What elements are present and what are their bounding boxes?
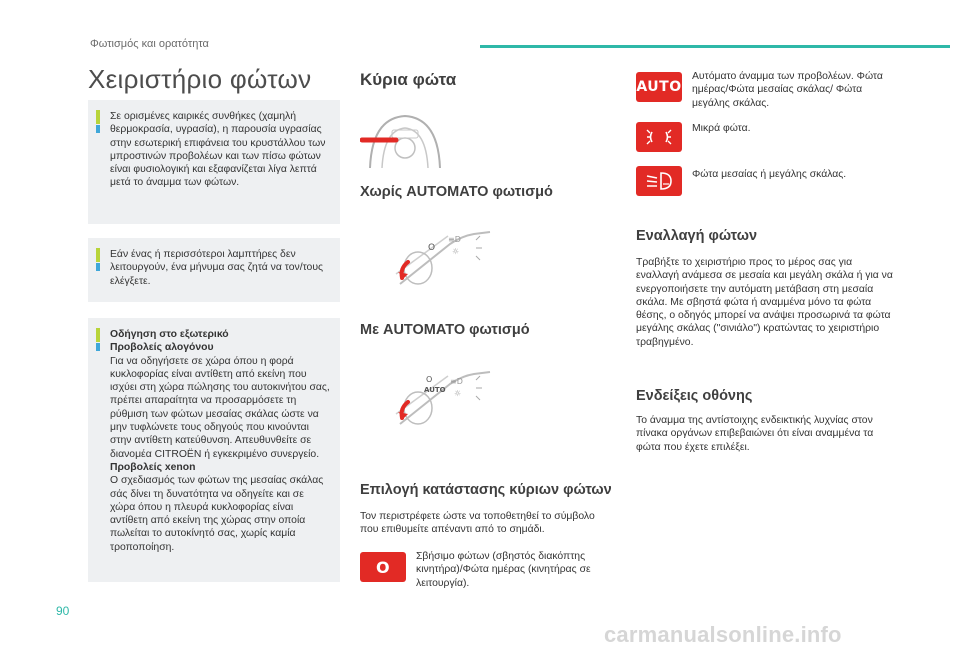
display-indicators-text: Το άναμμα της αντίστοιχης ενδεικτικής λυχνίας στον πίνακα οργάνων επιβεβαιώνει ότι είναι αναμμένα τα φώτα που έχετε επιλέξει. bbox=[636, 415, 874, 453]
info-text: Εάν ένας ή περισσότεροι λαμπτήρες δεν λειτουργούν, ένα μήνυμα σας ζητά να τον/τους ελέγξετε. bbox=[110, 249, 324, 287]
stalk-off-label: O bbox=[428, 243, 436, 253]
dipped-beam-symbol-icon bbox=[645, 170, 673, 192]
stalk-illustration-no-auto bbox=[390, 222, 510, 294]
info-heading: Προβολείς xenon bbox=[110, 461, 196, 473]
display-indicators-heading: Ενδείξεις οθόνης bbox=[636, 388, 753, 404]
sidelight-symbol-icon: ☼ bbox=[454, 389, 462, 398]
stalk-off-label: O bbox=[426, 375, 433, 384]
info-text: Σε ορισμένες καιρικές συνθήκες (χαμηλή θερμοκρασία, υγρασία), η παρουσία υγρασίας στην εσωτερική επιφάνεια του κρυστάλλου των μπροστινών προβολέων και των πίσω φώτων είναι φυσιολογική και εξαφανίζεται λίγα λεπτά μετά το άναμμα των φώτων. bbox=[110, 111, 326, 189]
info-marker-icon bbox=[96, 110, 100, 124]
info-marker-icon bbox=[96, 248, 100, 262]
header-rule bbox=[480, 45, 950, 48]
auto-lighting-icon bbox=[636, 72, 682, 102]
info-text: Ο σχεδιασμός των φώτων της μεσαίας σκάλας σάς δίνει τη δυνατότητα να οδηγείτε και σε χώρα όπου η πλευρά κυκλοφορίας είναι αντίθετη από εκείνη της χώρας στην οποία πωλείται το αυτοκίνητό σας, χωρίς καμία τροποποίηση. bbox=[110, 475, 324, 553]
without-auto-heading: Χωρίς AUTOMATO φωτισμό bbox=[360, 184, 553, 200]
dipped-beam-text: Φώτα μεσαίας ή μεγάλης σκάλας. bbox=[692, 169, 847, 180]
info-heading: Προβολείς αλογόνου bbox=[110, 342, 214, 354]
sidelights-icon bbox=[636, 122, 682, 152]
info-text: Για να οδηγήσετε σε χώρα όπου η φορά κυκλοφορίας είναι αντίθετη από εκείνη που ισχύει στη χώρα πώλησης του αυτοκινήτου σας, πρέπει απαραίτητα να προσαρμόσετε τη ρύθμιση των φώτων μεσαίας σκάλας ώστε να μην τυφλώνετε τους οδηγούς που κινούνται στην αντίθετη κατεύθυνση. Απευθυνθείτε σε διανομέα CITROËN ή εγκεκριμένο συνεργείο. bbox=[110, 355, 330, 460]
lights-switch-heading: Εναλλαγή φώτων bbox=[636, 228, 758, 244]
auto-lighting-text: Αυτόματο άναμμα των προβολέων. Φώτα ημέρας/Φώτα μεσαίας σκάλας/ Φώτα μεγάλης σκάλας. bbox=[692, 71, 883, 109]
info-heading: Οδήγηση στο εξωτερικό bbox=[110, 329, 229, 340]
with-auto-heading: Με AUTOMATO φωτισμό bbox=[360, 322, 530, 338]
info-marker-icon bbox=[96, 125, 100, 133]
info-box-condensation bbox=[88, 100, 340, 224]
off-position-icon bbox=[360, 552, 406, 582]
off-icon-label: O bbox=[375, 557, 391, 577]
steering-wheel-illustration bbox=[360, 110, 450, 172]
info-marker-icon bbox=[96, 328, 100, 342]
main-lights-heading: Κύρια φώτα bbox=[360, 70, 457, 89]
beam-symbol-icon: ≡D bbox=[450, 377, 463, 386]
beam-symbol-icon: ≡D bbox=[448, 235, 461, 244]
mode-selection-text: Τον περιστρέφετε ώστε να τοποθετηθεί το σύμβολο που επιθυμείτε απέναντι από το σημάδι. bbox=[360, 511, 595, 536]
sidelights-symbol-icon bbox=[646, 126, 672, 148]
mode-selection-heading: Επιλογή κατάστασης κύριων φώτων bbox=[360, 482, 612, 498]
section-title: Φωτισμός και ορατότητα bbox=[90, 38, 209, 50]
sidelight-symbol-icon: ☼ bbox=[452, 247, 460, 256]
info-box-driving-abroad bbox=[88, 318, 340, 582]
watermark: carmanualsonline.info bbox=[604, 622, 842, 647]
stalk-auto-label: AUTO bbox=[424, 386, 446, 394]
page-title: Χειριστήριο φώτων bbox=[88, 64, 312, 94]
dipped-beam-icon bbox=[636, 166, 682, 196]
stalk-illustration-auto bbox=[390, 362, 510, 434]
lights-switch-text: Τραβήξτε το χειριστήριο προς το μέρος σας για εναλλαγή ανάμεσα σε μεσαία και μεγάλη σκάλα ή για να ενεργοποιήσετε την αυτόματη μετάβαση στη μεσαία σκάλα. Με σβηστά φώτα ή αναμμένα μόνο τα φώτα θέσης, ο οδηγός μπορεί να ανάψει προσωρινά τα φώτα μεγάλης σκάλας ("σινιάλο") κρατώντας το χειριστήριο τραβηγμένο. bbox=[636, 257, 893, 348]
sidelights-text: Μικρά φώτα. bbox=[692, 123, 751, 134]
info-marker-icon bbox=[96, 263, 100, 271]
auto-icon-label: AUTO bbox=[636, 79, 682, 95]
off-position-text: Σβήσιμο φώτων (σβηστός διακόπτης κινητήρα)/Φώτα ημέρας (κινητήρας σε λειτουργία). bbox=[416, 551, 591, 589]
info-marker-icon bbox=[96, 343, 100, 351]
info-box-bulbs bbox=[88, 238, 340, 302]
page-number: 90 bbox=[56, 604, 70, 618]
